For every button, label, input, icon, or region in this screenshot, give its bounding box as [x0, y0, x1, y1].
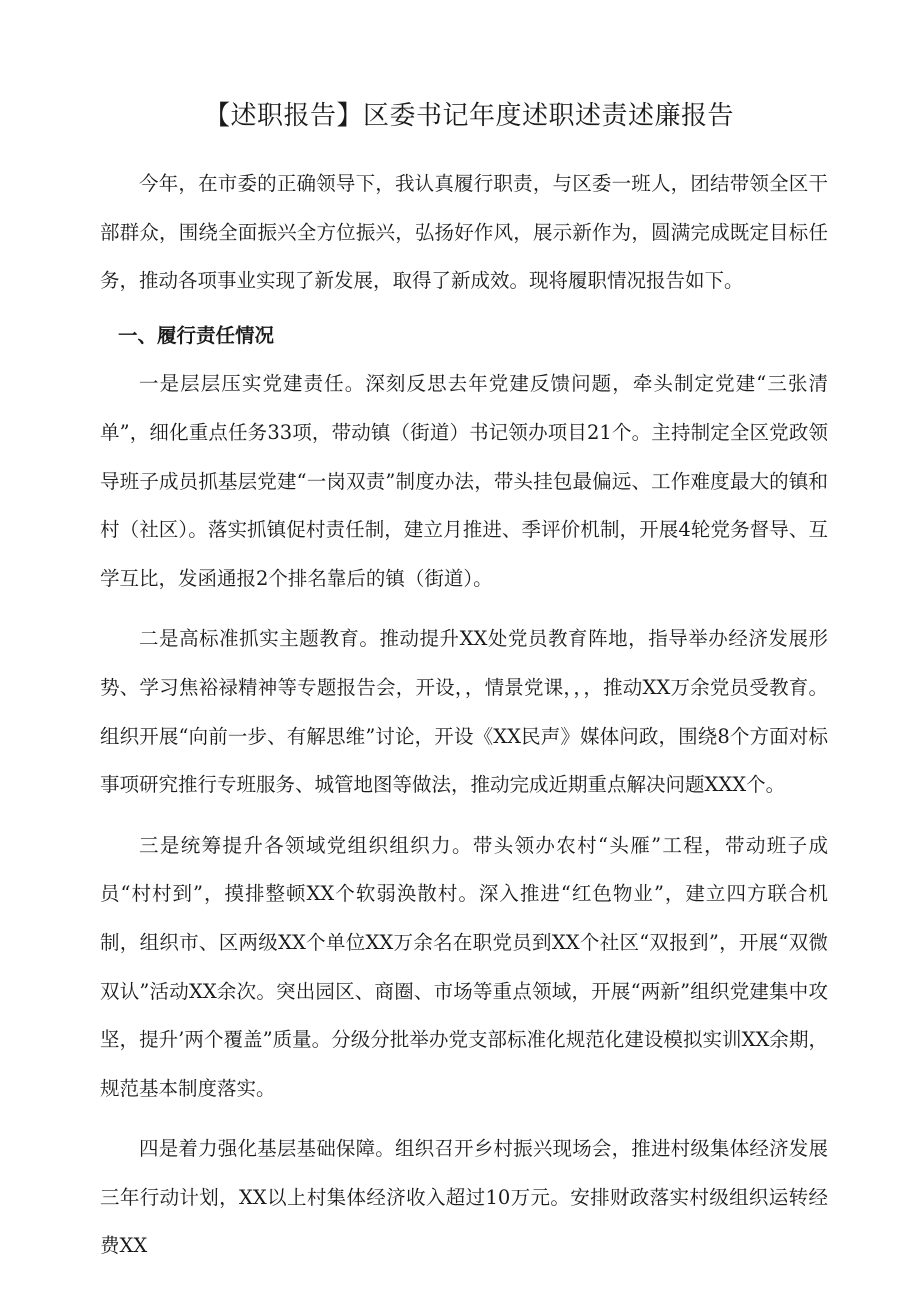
paragraph-theme-education: 二是高标准抓实主题教育。推动提升XX处党员教育阵地，指导举办经济发展形势、学习焦裕禄精神等专题报告会，开设，，情景党课，，，推动XX万余党员受教育。组织开展“向前一步、有解思维”讨论，开设《XX民声》媒体问政，围绕8个方面对标事项研究推行专班服务、城管地图等做法，推动完成近期重点解决问题XXX个。: [100, 627, 828, 797]
paragraph-organizational-strength: 三是统筹提升各领域党组织组织力。带头领办农村“头雁”工程，带动班子成员“村村到”，摸排整顿XX个软弱涣散村。深入推进“红色物业”，建立四方联合机制，组织市、区两级XX个单位XX万余名在职党员到XX个社区“双报到”，开展“双微双认”活动XX余次。突出园区、商圈、市场等重点领域，开展“两新”组织党建集中攻坚，提升’两个覆盖”质量。分级分批举办党支部标准化规范化建设模拟实训XX余期，规范基本制度落实。: [100, 833, 828, 1100]
paragraph-grassroots-support: 四是着力强化基层基础保障。组织召开乡村振兴现场会，推进村级集体经济发展三年行动计划，XX以上村集体经济收入超过10万元。安排财政落实村级组织运转经费XX: [100, 1137, 829, 1258]
intro-paragraph: 今年，在市委的正确领导下，我认真履行职责，与区委一班人，团结带领全区干部群众，围绕全面振兴全方位振兴，弘扬好作风，展示新作为，圆满完成既定目标任务，推动各项事业实现了新发展，取得了新成效。现将履职情况报告如下。: [100, 172, 828, 293]
paragraph-party-building-responsibility: 一是层层压实党建责任。深刻反思去年党建反馈问题，牵头制定党建“三张清单”，细化重点任务33项，带动镇（街道）书记领办项目21个。主持制定全区党政领导班子成员抓基层党建“一岗双责”制度办法，带头挂包最偏远、工作难度最大的镇和村（社区）。落实抓镇促村责任制，建立月推进、季评价机制，开展4轮党务督导、互学互比，发函通报2个排名靠后的镇（街道）。: [100, 372, 828, 590]
document-title: 【述职报告】区委书记年度述职述责述廉报告: [203, 101, 734, 131]
section-heading-duty: 一、履行责任情况: [118, 323, 275, 347]
